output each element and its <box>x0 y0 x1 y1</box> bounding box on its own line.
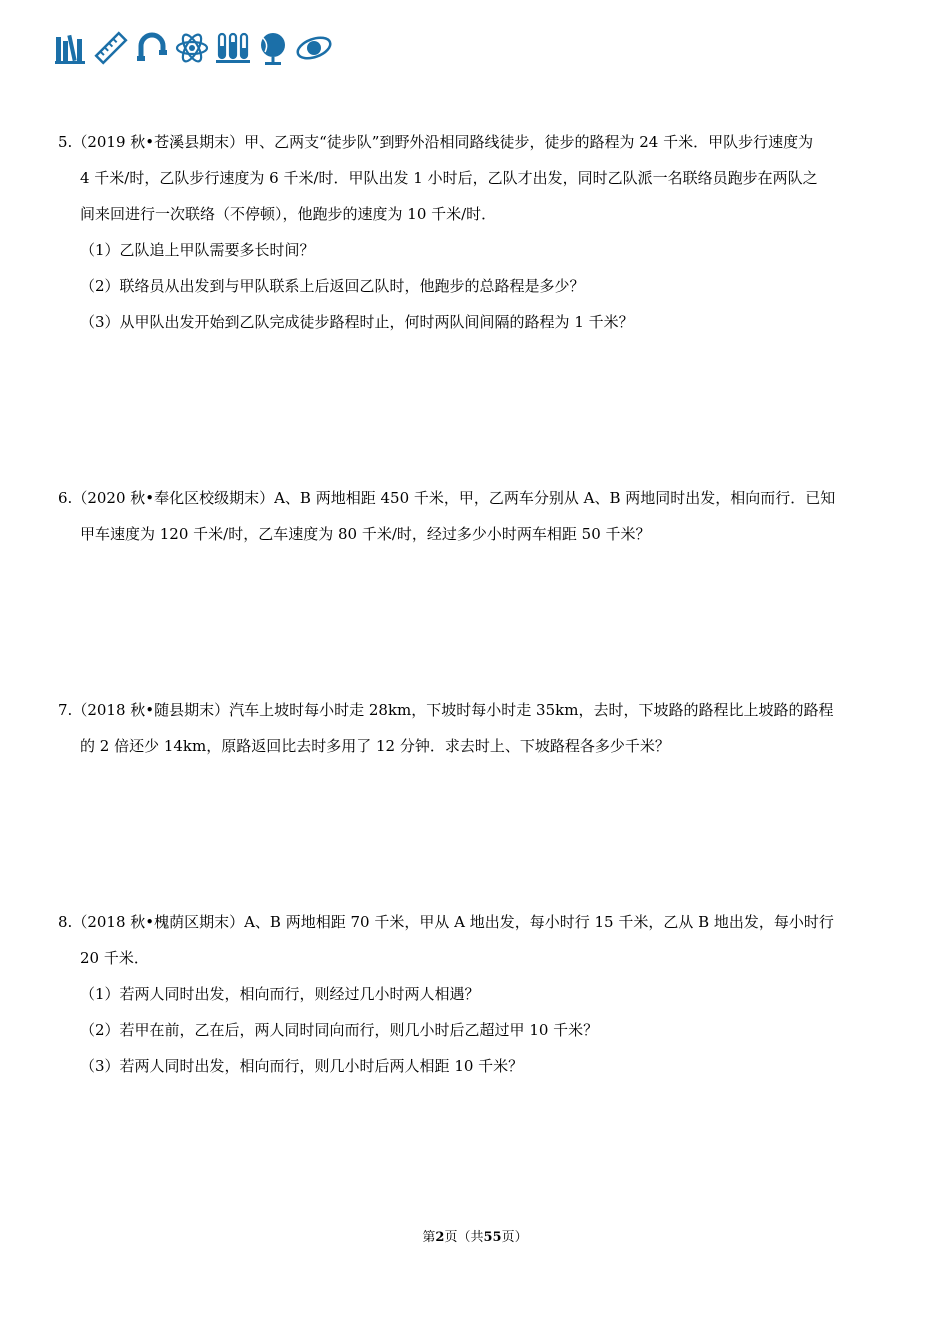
problem-line: 8.（2018 秋•槐荫区期末）A、B 两地相距 70 千米，甲从 A 地出发，每小时行 15 千米，乙从 B 地出发，每小时行 <box>58 904 894 940</box>
sub-question: （3）从甲队出发开始到乙队完成徒步路程时止，何时两队间间隔的路程为 1 千米？ <box>80 313 634 331</box>
problem-line: 6.（2020 秋•奉化区校级期末）A、B 两地相距 450 千米，甲，乙两车分别从 A、B 两地同时出发，相向而行．已知 <box>58 480 894 516</box>
atom-icon <box>175 30 209 66</box>
problem-line: 4 千米/时，乙队步行速度为 6 千米/时．甲队出发 1 小时后，乙队才出发，同时乙队派一名联络员跑步在两队之 <box>80 169 818 187</box>
problem-5 <box>58 124 894 340</box>
problem-line: 甲车速度为 120 千米/时，乙车速度为 80 千米/时，经过多少小时两车相距 50 千米？ <box>80 525 651 543</box>
sub-question: （2）若甲在前，乙在后，两人同时同向而行，则几小时后乙超过甲 10 千米？ <box>80 1021 599 1039</box>
page-number: 2 <box>435 1230 445 1245</box>
globe-icon <box>257 30 289 66</box>
problem-6 <box>58 480 894 552</box>
problem-number: 6. <box>58 489 73 507</box>
books-icon <box>55 31 87 65</box>
problem-number: 5. <box>58 133 73 151</box>
document-body <box>58 124 894 1084</box>
header-icons <box>55 28 333 68</box>
problem-line: 20 千米． <box>80 949 149 967</box>
problem-line: 7.（2018 秋•随县期末）汽车上坡时每小时走 28km，下坡时每小时走 35km，去时，下坡路的路程比上坡路的路程 <box>58 692 894 728</box>
sub-question: （1）乙队追上甲队需要多长时间？ <box>80 241 315 259</box>
sub-question: （2）联络员从出发到与甲队联系上后返回乙队时，他跑步的总路程是多少？ <box>80 277 585 295</box>
sub-question: （1）若两人同时出发，相向而行，则经过几小时两人相遇？ <box>80 985 480 1003</box>
problem-8 <box>58 904 894 1084</box>
problem-number: 7. <box>58 701 73 719</box>
planet-icon <box>295 30 333 66</box>
problem-line: 5.（2019 秋•苍溪县期末）甲、乙两支“徒步队”到野外沿相同路线徒步，徒步的路程为 24 千米．甲队步行速度为 <box>58 124 894 160</box>
problem-7 <box>58 692 894 764</box>
test-tubes-icon <box>215 30 251 66</box>
problem-line: 的 2 倍还少 14km，原路返回比去时多用了 12 分钟．求去时上、下坡路程各多少千米？ <box>80 737 670 755</box>
problem-line: 间来回进行一次联络（不停顿），他跑步的速度为 10 千米/时． <box>80 205 497 223</box>
ruler-icon <box>93 30 129 66</box>
page-footer: 第2页（共55页） <box>422 1230 528 1245</box>
page-total: 55 <box>483 1230 502 1245</box>
sub-question: （3）若两人同时出发，相向而行，则几小时后两人相距 10 千米？ <box>80 1057 524 1075</box>
magnet-icon <box>135 30 169 66</box>
problem-number: 8. <box>58 913 73 931</box>
